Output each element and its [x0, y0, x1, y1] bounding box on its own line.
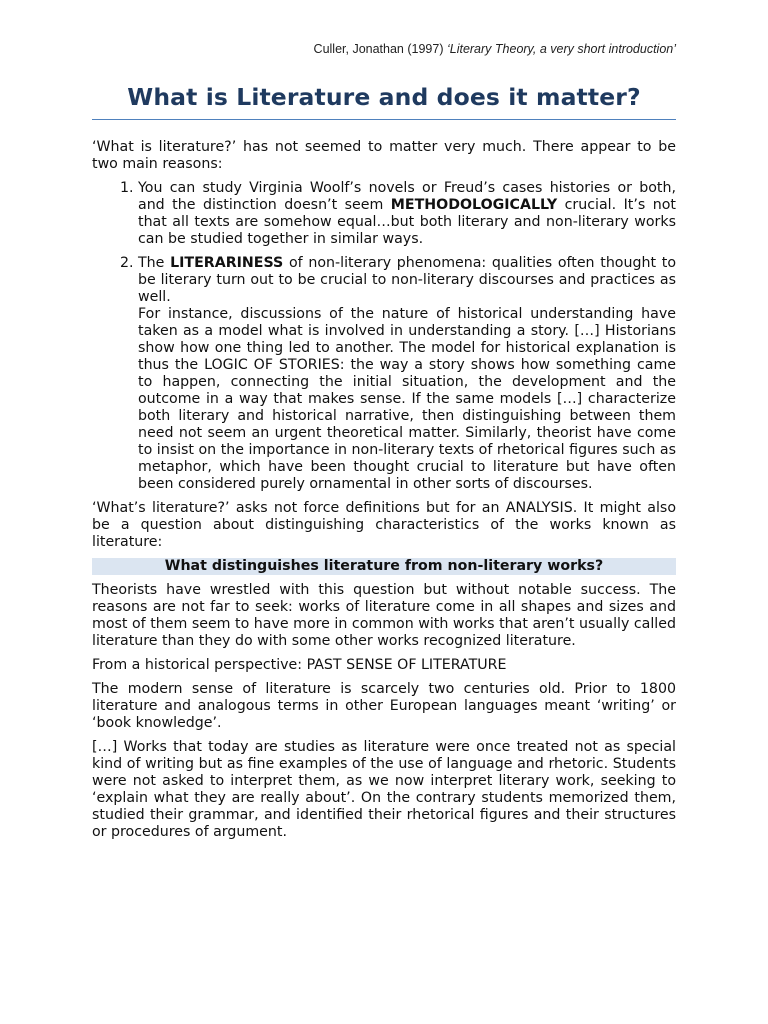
- title-underline-rule: [92, 119, 676, 120]
- analysis-paragraph: ‘What’s literature?’ asks not force definitions but for an ANALYSIS. It might also be a question about distinguishing characteristics of the works known as literature:: [92, 500, 676, 550]
- reasons-list: [92, 180, 676, 493]
- section-heading: What distinguishes literature from non-literary works?: [92, 558, 676, 575]
- reason-2-text: 2. The LITERARINESS of non-literary phenomena: qualities often thought to be literary turn out to be crucial to non-literary discourses and practices as well.: [138, 255, 676, 305]
- reason-item-1: [138, 180, 676, 248]
- paragraph-modern-sense: The modern sense of literature is scarcely two centuries old. Prior to 1800 literature and analogous terms in other European languages meant ‘writing’ or ‘book knowledge’.: [92, 681, 676, 731]
- citation-work-title: ‘Literary Theory, a very short introduction’: [446, 42, 676, 56]
- paragraph-historical-perspective: From a historical perspective: PAST SENSE OF LITERATURE: [92, 657, 507, 673]
- intro-paragraph: ‘What is literature?’ has not seemed to matter very much. There appear to be two main reasons:: [92, 139, 676, 172]
- reason-1-emphasis: METHODOLOGICALLY: [390, 197, 558, 213]
- paragraph-rhetoric: […] Works that today are studies as literature were once treated not as special kind of writing but as fine examples of the use of language and rhetoric. Students were not asked to interpret them, as we now interpret literary work, seeking to ‘explain what they are really about’. On the contrary students memorized them, studied their grammar, and identified their rhetorical figures and their structures or procedures of argument.: [92, 739, 676, 840]
- reason-1-text: 1. You can study Virginia Woolf’s novels or Freud’s cases histories or both, and the distinction doesn’t seem METHODOLOGICALLY crucial. It’s not that all texts are somehow equal…but both literary and non-literary works can be studied together in similar ways.: [138, 180, 676, 247]
- document-body: [92, 139, 676, 848]
- paragraph-theorists: Theorists have wrestled with this question but without notable success. The reasons are not far to seek: works of literature come in all shapes and sizes and most of them seem to have more in common with works that aren’t usually called literature than they do with some other works recognized literature.: [92, 582, 676, 649]
- citation-author: Culler, Jonathan (1997): [313, 42, 447, 56]
- reason-item-2: [138, 255, 676, 493]
- citation-header: [314, 42, 676, 56]
- reason-2-continuation: For instance, discussions of the nature of historical understanding have taken as a model what is involved in understanding a story. […] Historians show how one thing led to another. The model for historical explanation is thus the LOGIC OF STORIES: the way a story shows how something came to happen, connecting the initial situation, the development and the outcome in a way that makes sense. If the same models […] characterize both literary and historical narrative, then distinguishing between them need not seem an urgent theoretical matter. Similarly, theorist have come to insist on the importance in non-literary texts of rhetorical figures such as metaphor, which have been thought crucial to literature but have often been considered purely ornamental in other sorts of discourses.: [138, 306, 676, 492]
- reason-2-emphasis: LITERARINESS: [170, 255, 284, 271]
- page-title: What is Literature and does it matter?: [127, 83, 641, 111]
